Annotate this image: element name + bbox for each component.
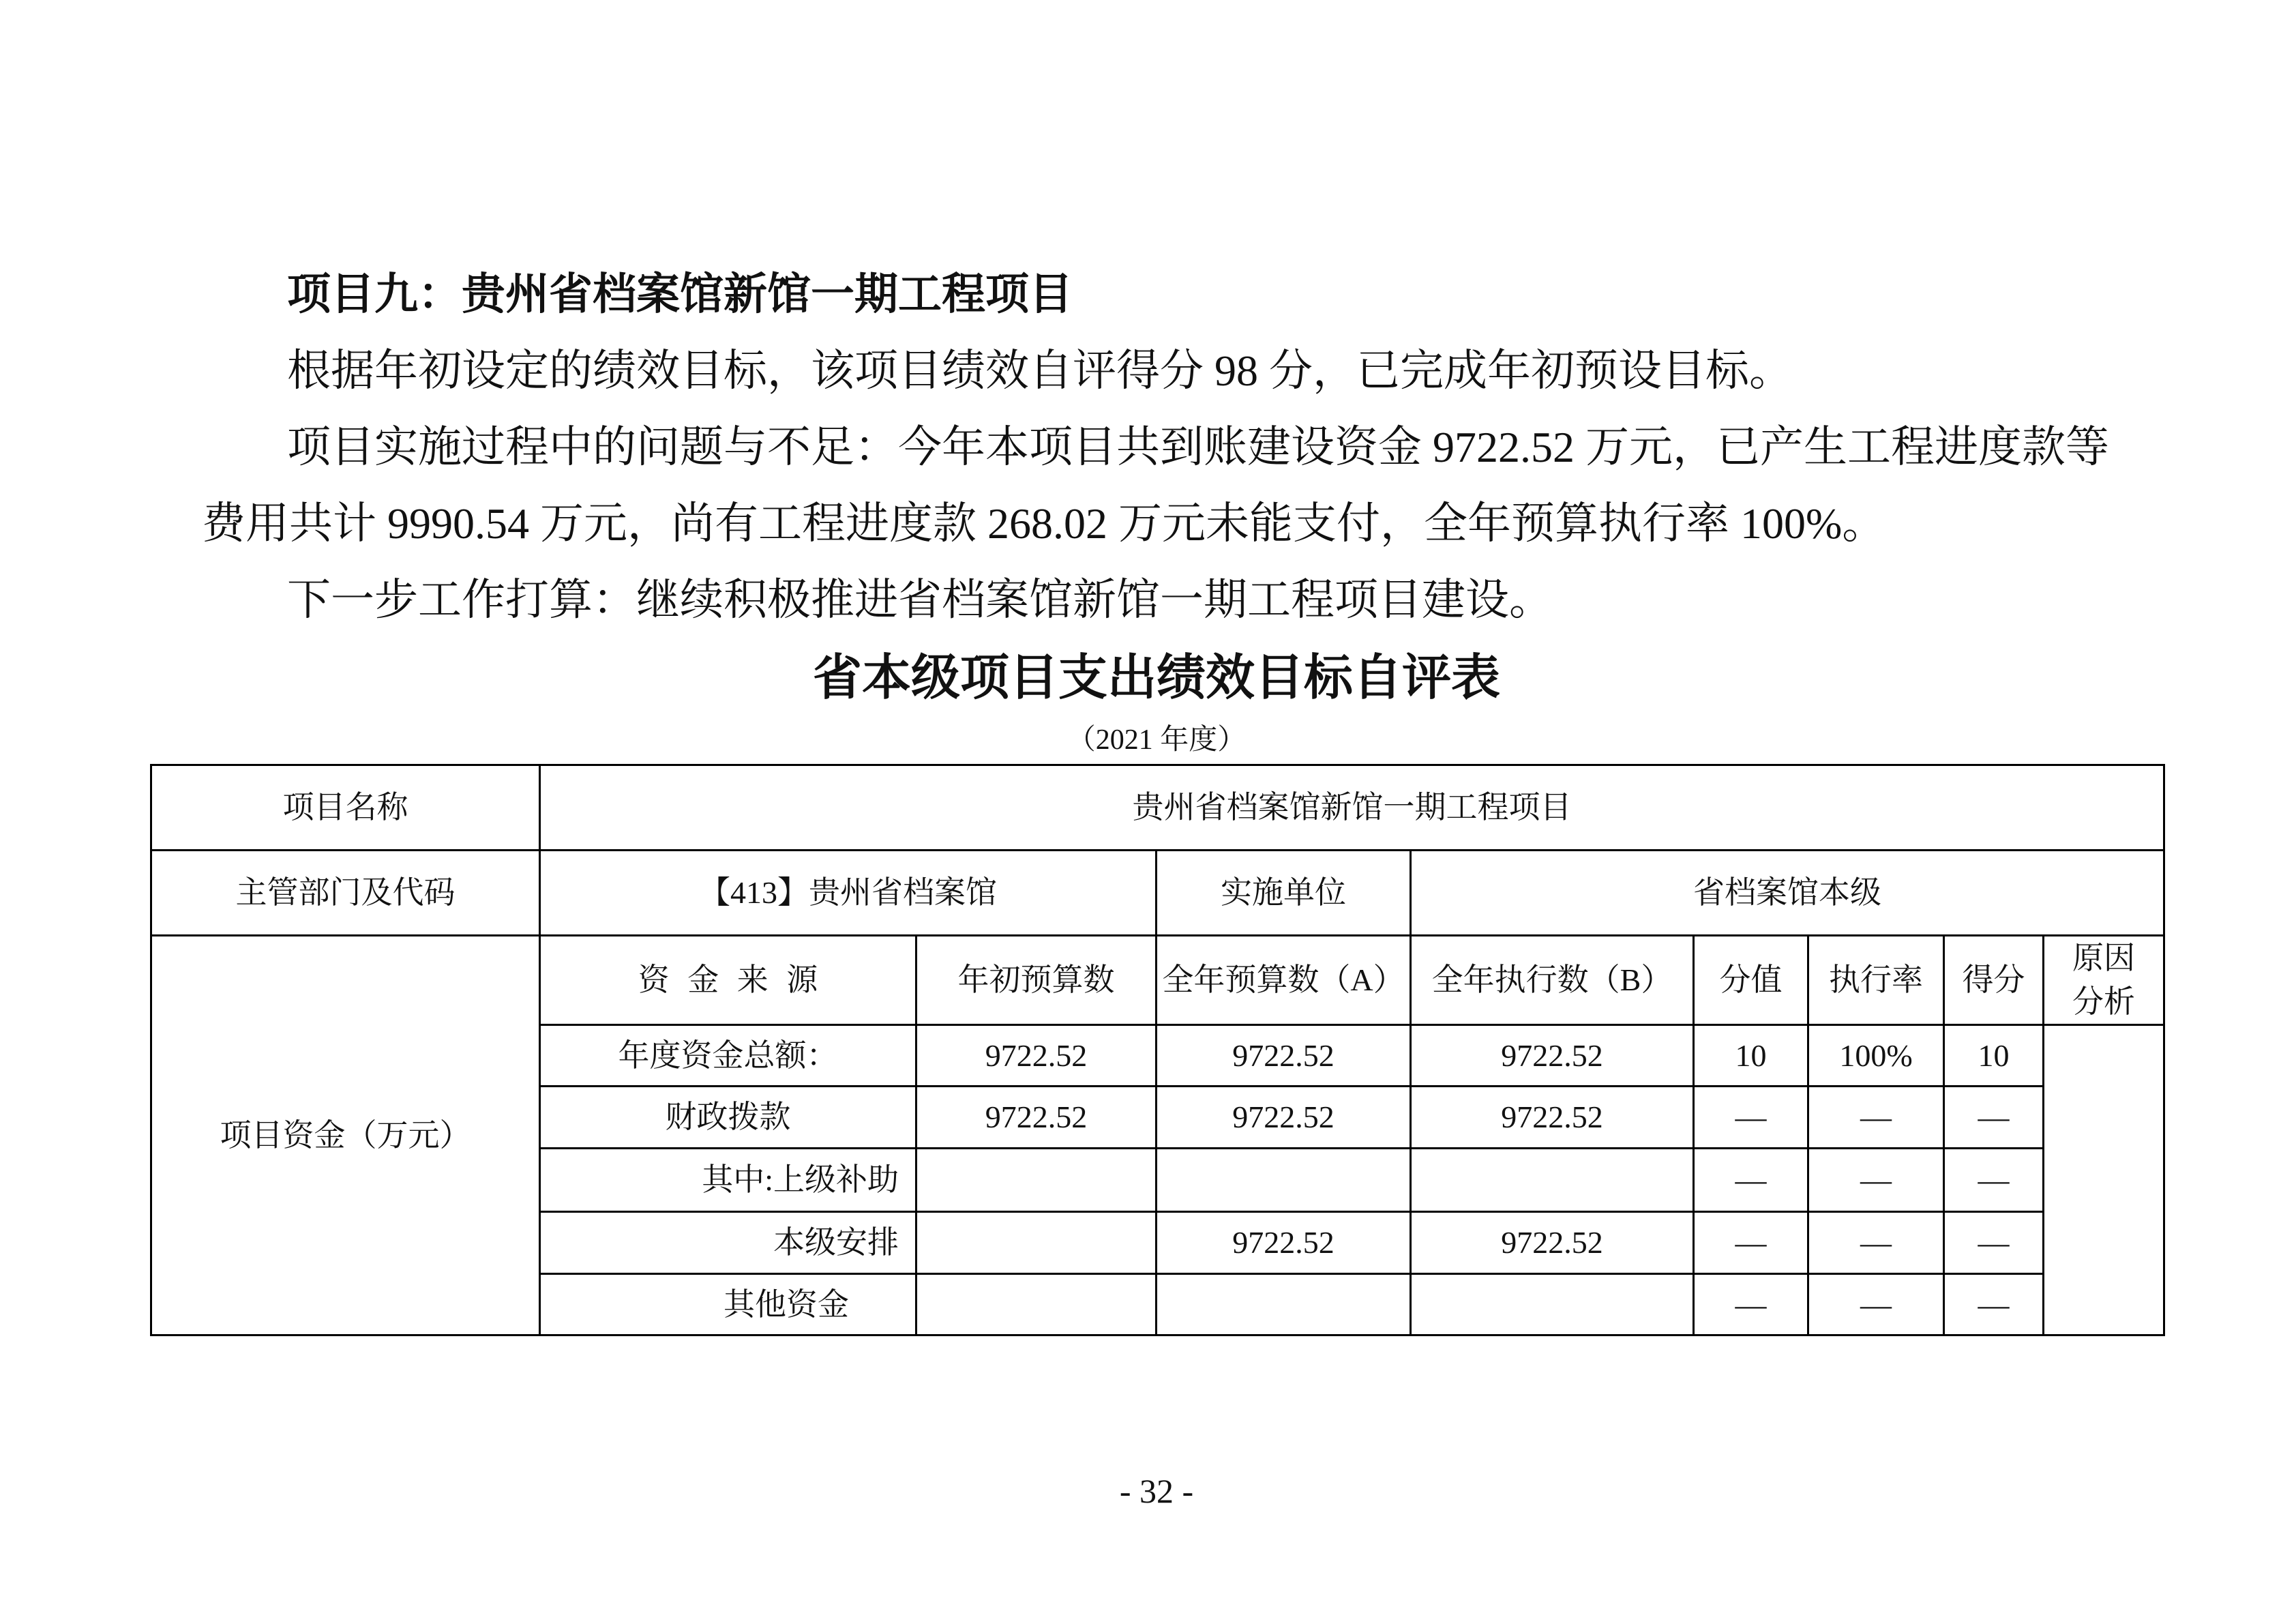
execution-rate-cell: — bbox=[1808, 1087, 1944, 1149]
paragraph-score: 根据年初设定的绩效目标，该项目绩效自评得分 98 分，已完成年初预设目标。 bbox=[287, 346, 1793, 395]
header-fund-source: 资 金 来 源 bbox=[540, 936, 916, 1025]
year-note: （2021 年度） bbox=[1067, 724, 1247, 756]
header-annual-budget: 全年预算数（A） bbox=[1157, 936, 1411, 1025]
annual-budget-cell: 9722.52 bbox=[1157, 1212, 1411, 1274]
initial-budget-cell: 9722.52 bbox=[916, 1087, 1157, 1149]
implementing-unit-value: 省档案馆本级 bbox=[1411, 851, 2164, 936]
fund-source-cell: 财政拨款 bbox=[540, 1087, 916, 1149]
score-cell: — bbox=[1944, 1274, 2044, 1335]
annual-execution-cell bbox=[1411, 1274, 1694, 1335]
execution-rate-cell: — bbox=[1808, 1274, 1944, 1335]
fund-source-cell: 其中:上级补助 bbox=[540, 1149, 916, 1212]
annual-budget-cell bbox=[1157, 1149, 1411, 1212]
score-weight-cell: — bbox=[1694, 1274, 1808, 1335]
annual-budget-cell: 9722.52 bbox=[1157, 1087, 1411, 1149]
score-weight-cell: 10 bbox=[1694, 1025, 1808, 1087]
score-weight-cell: — bbox=[1694, 1149, 1808, 1212]
paragraph-next-steps: 下一步工作打算：继续积极推进省档案馆新馆一期工程项目建设。 bbox=[287, 576, 1553, 624]
execution-rate-cell: — bbox=[1808, 1212, 1944, 1274]
score-cell: 10 bbox=[1944, 1025, 2044, 1087]
header-reason-analysis bbox=[2044, 936, 2164, 1025]
score-cell: — bbox=[1944, 1087, 2044, 1149]
paragraph-problems-line-2: 费用共计 9990.54 万元，尚有工程进度款 268.02 万元未能支付，全年预算执行率 100%。 bbox=[202, 499, 1886, 548]
annual-execution-cell: 9722.52 bbox=[1411, 1025, 1694, 1087]
header-reason-analysis-text: 原因分析 bbox=[2072, 941, 2135, 1019]
header-execution-rate: 执行率 bbox=[1808, 936, 1944, 1025]
annual-execution-cell: 9722.52 bbox=[1411, 1087, 1694, 1149]
row-project-name bbox=[151, 765, 2164, 851]
score-cell: — bbox=[1944, 1212, 2044, 1274]
initial-budget-cell bbox=[916, 1274, 1157, 1335]
header-initial-budget: 年初预算数 bbox=[916, 936, 1157, 1025]
section-heading: 项目九：贵州省档案馆新馆一期工程项目 bbox=[287, 270, 1073, 319]
department-label: 主管部门及代码 bbox=[151, 851, 540, 936]
annual-budget-cell: 9722.52 bbox=[1157, 1025, 1411, 1087]
initial-budget-cell bbox=[916, 1149, 1157, 1212]
annual-budget-cell bbox=[1157, 1274, 1411, 1335]
project-funds-label: 项目资金（万元） bbox=[151, 936, 540, 1335]
score-weight-cell: — bbox=[1694, 1087, 1808, 1149]
performance-table bbox=[150, 764, 2165, 1336]
project-name-label: 项目名称 bbox=[151, 765, 540, 851]
reason-analysis-cell bbox=[2044, 1025, 2164, 1335]
project-name-value: 贵州省档案馆新馆一期工程项目 bbox=[540, 765, 2164, 851]
execution-rate-cell: — bbox=[1808, 1149, 1944, 1212]
department-value: 【413】贵州省档案馆 bbox=[540, 851, 1157, 936]
row-funds-header bbox=[151, 936, 2164, 1025]
header-annual-execution: 全年执行数（B） bbox=[1411, 936, 1694, 1025]
table-title: 省本级项目支出绩效目标自评表 bbox=[812, 648, 1500, 706]
fund-source-cell: 年度资金总额： bbox=[540, 1025, 916, 1087]
execution-rate-cell: 100% bbox=[1808, 1025, 1944, 1087]
page-number: - 32 - bbox=[1119, 1472, 1194, 1510]
header-score: 得分 bbox=[1944, 936, 2044, 1025]
header-score-weight: 分值 bbox=[1694, 936, 1808, 1025]
initial-budget-cell bbox=[916, 1212, 1157, 1274]
fund-source-cell: 其他资金 bbox=[540, 1274, 916, 1335]
implementing-unit-label: 实施单位 bbox=[1157, 851, 1411, 936]
row-department bbox=[151, 851, 2164, 936]
annual-execution-cell bbox=[1411, 1149, 1694, 1212]
score-weight-cell: — bbox=[1694, 1212, 1808, 1274]
paragraph-problems-line-1: 项目实施过程中的问题与不足：今年本项目共到账建设资金 9722.52 万元，已产生工程进度款等 bbox=[287, 423, 2109, 471]
annual-execution-cell: 9722.52 bbox=[1411, 1212, 1694, 1274]
fund-source-cell: 本级安排 bbox=[540, 1212, 916, 1274]
score-cell: — bbox=[1944, 1149, 2044, 1212]
initial-budget-cell: 9722.52 bbox=[916, 1025, 1157, 1087]
